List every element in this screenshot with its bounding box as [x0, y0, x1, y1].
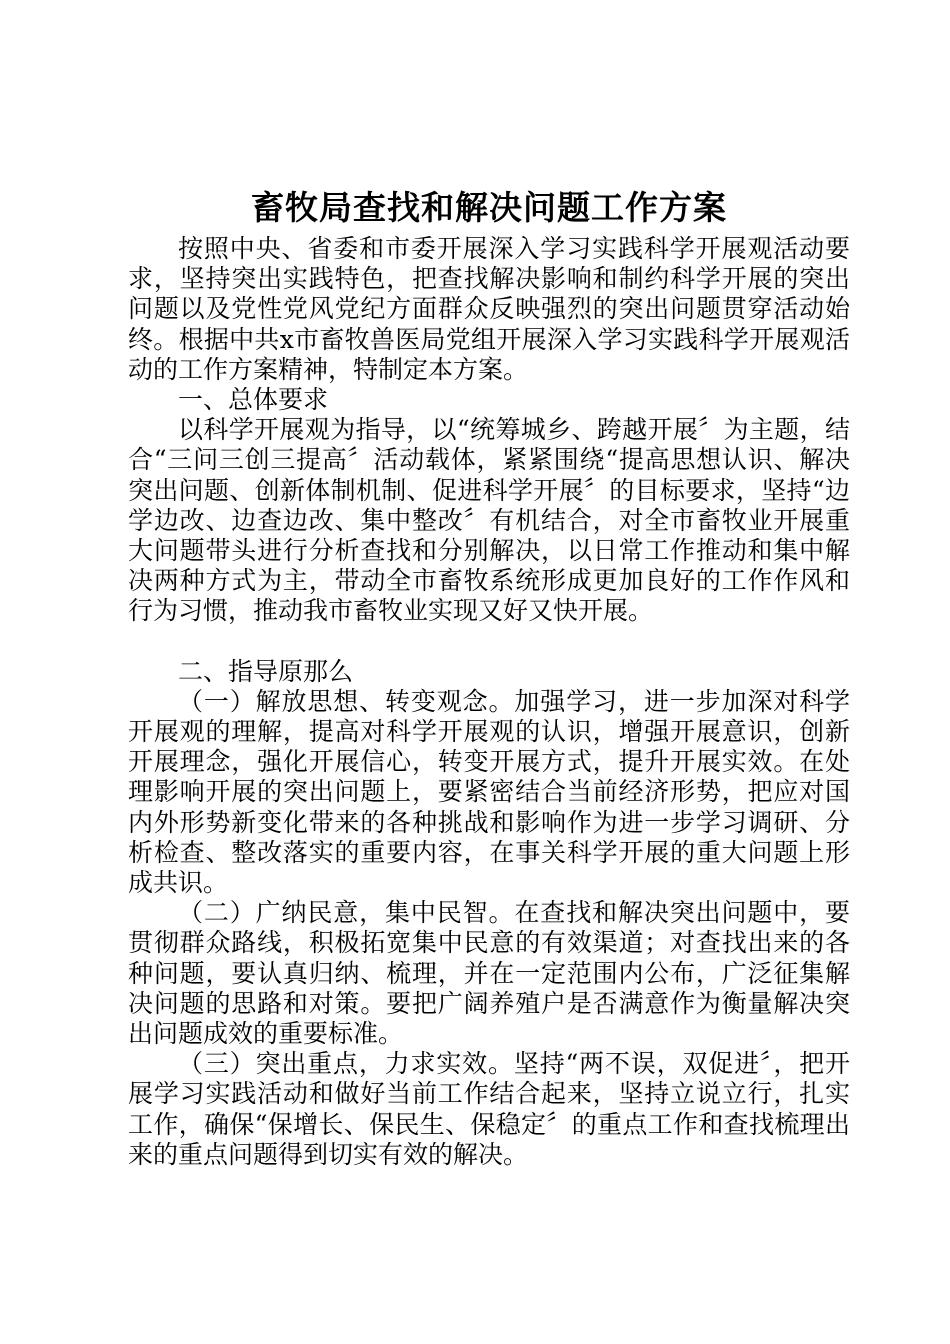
section-heading-guiding-principles: 二、指导原那么	[178, 656, 354, 686]
principle-item-2: （二）广纳民意，集中民智。在查找和解决突出问题中，要贯彻群众路线，积极拓宽集中民意的有效渠道；对查找出来的各种问题，要认真归纳、梳理，并在一定范围内公布，广泛征集解决问题的思路和对策。要把广阔养殖户是否满意作为衡量解决突出问题成效的重要标准。	[128, 898, 850, 1049]
principle-item-3: （三）突出重点，力求实效。坚持“两不误，双促进〞，把开展学习实践活动和做好当前工作结合起来，坚持立说立行，扎实工作，确保“保增长、保民生、保稳定〞的重点工作和查找梳理出来的重点问题得到切实有效的解决。	[128, 1049, 850, 1169]
section-body-general-requirements: 以科学开展观为指导，以“统筹城乡、跨越开展〞为主题，结合“三问三创三提高〞活动载体，紧紧围绕“提高思想认识、解决突出问题、创新体制机制、促进科学开展〞的目标要求，坚持“边学边改、边查边改、集中整改〞有机结合，对全市畜牧业开展重大问题带头进行分析查找和分别解决，以日常工作推动和集中解决两种方式为主，带动全市畜牧系统形成更加良好的工作作风和行为习惯，推动我市畜牧业实现又好又快开展。	[128, 415, 850, 626]
paragraph-spacer	[128, 627, 850, 657]
intro-paragraph: 按照中央、省委和市委开展深入学习实践科学开展观活动要求，坚持突出实践特色，把查找解决影响和制约科学开展的突出问题以及党性党风党纪方面群众反映强烈的突出问题贯穿活动始终。根据中共x市畜牧兽医局党组开展深入学习实践科学开展观活动的工作方案精神，特制定本方案。	[128, 234, 850, 384]
section-heading-general-requirements: 一、总体要求	[178, 385, 329, 415]
document-page	[128, 184, 850, 1170]
document-title: 畜牧局查找和解决问题工作方案	[251, 188, 727, 227]
principle-item-1: （一）解放思想、转变观念。加强学习，进一步加深对科学开展观的理解，提高对科学开展观的认识，增强开展意识，创新开展理念，强化开展信心，转变开展方式，提升开展实效。在处理影响开展的突出问题上，要紧密结合当前经济形势，把应对国内外形势新变化带来的各种挑战和影响作为进一步学习调研、分析检查、整改落实的重要内容，在事关科学开展的重大问题上形成共识。	[128, 686, 850, 898]
